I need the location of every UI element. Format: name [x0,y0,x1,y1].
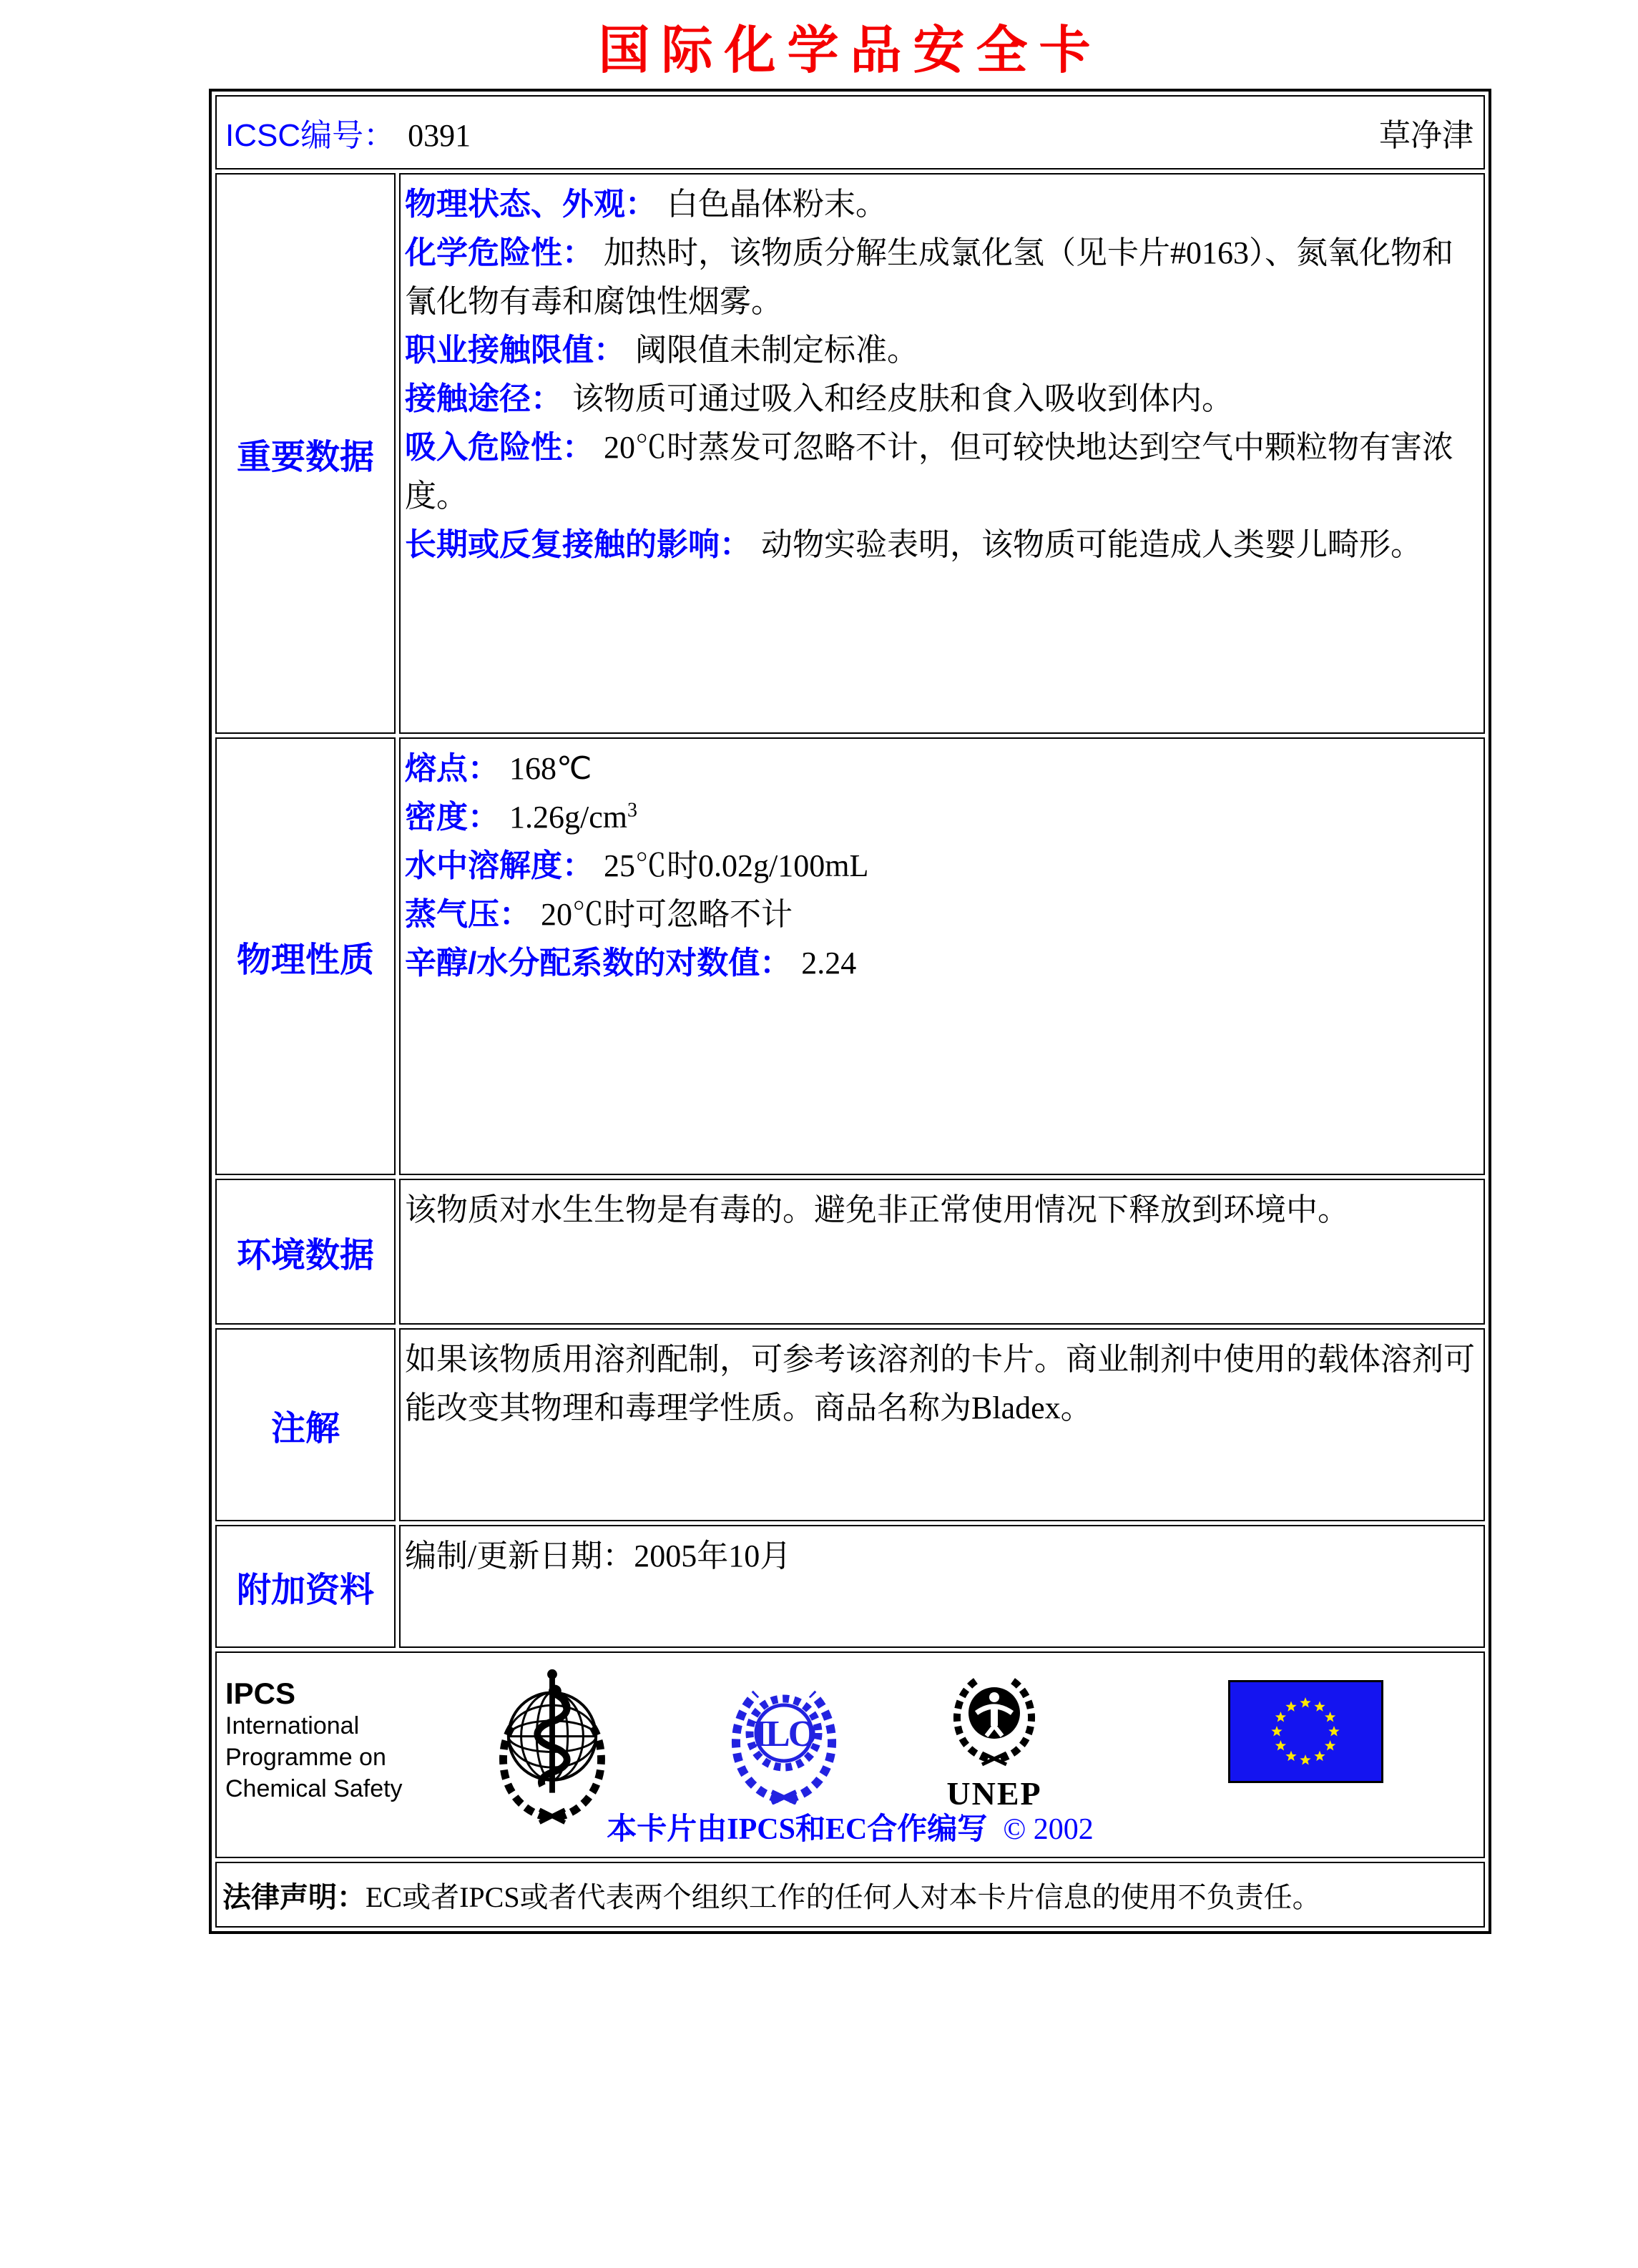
logos-row [215,1651,1485,1858]
item-text: 20℃时蒸发可忽略不计，但可较快地达到空气中颗粒物有害浓度。 [405,430,1453,514]
item-text: 编制/更新日期：2005年10月 [405,1538,792,1574]
data-item [405,229,1476,326]
superscript: 3 [627,799,637,822]
item-label: 职业接触限值： [405,333,625,368]
legal-cell [215,1862,1485,1928]
ipcs-line: International [225,1712,360,1739]
data-item [405,1532,1476,1581]
data-item [405,375,1476,423]
legal-text: EC或者IPCS或者代表两个组织工作的任何人对本卡片信息的使用不负责任。 [366,1880,1321,1913]
additional-info-row [215,1525,1485,1648]
header-bar [217,97,1483,168]
item-label: 接触途径： [405,381,562,416]
section-label-environmental-data: 环境数据 [215,1179,396,1325]
item-text: 如果该物质用溶剂配制，可参考该溶剂的卡片。商业制剂中使用的载体溶剂可能改变其物理和毒理学性质。商品名称为Bladex。 [405,1342,1475,1425]
data-item [405,890,1476,939]
section-label-physical-properties: 物理性质 [215,737,396,1175]
item-label: 水中溶解度： [405,848,594,883]
icsc-number-value: 0391 [408,118,471,153]
section-label-additional-info: 附加资料 [215,1525,396,1648]
eu-flag-icon [1228,1680,1383,1783]
ilo-logo-icon [726,1670,842,1805]
item-text: 2.24 [801,946,857,981]
ipcs-title: IPCS [225,1677,296,1710]
header-row [215,95,1485,170]
icsc-number-group [225,109,471,155]
item-label: 辛醇/水分配系数的对数值： [405,946,792,981]
item-label: 长期或反复接触的影响： [405,527,751,562]
chemical-name: 草净津 [1379,118,1473,153]
ilo-letters: ILO [752,1714,815,1754]
caption-year: © 2002 [1003,1813,1094,1846]
ipcs-line: Programme on [225,1744,386,1771]
data-item [405,423,1476,521]
data-item [405,1335,1476,1433]
who-logo-icon [481,1666,623,1825]
unep-logo-icon [941,1667,1048,1813]
header-cell [215,95,1485,170]
ipcs-line: Chemical Safety [225,1775,403,1802]
environmental-data-content [399,1179,1485,1325]
additional-info-content [399,1525,1485,1648]
data-item [405,745,1476,793]
data-item [405,521,1476,569]
icsc-number-label: ICSC编号： [225,118,396,153]
page-title: 国际化学品安全卡 [598,22,1102,79]
data-item [405,939,1476,988]
item-text: 20℃时可忽略不计 [541,897,793,932]
data-item [405,180,1476,229]
important-data-content [399,173,1485,734]
item-text: 动物实验表明，该物质可能造成人类婴儿畸形。 [761,527,1422,562]
footer-caption [217,1805,1483,1848]
item-text: 该物质可通过吸入和经皮肤和食入吸收到体内。 [572,381,1233,416]
item-label: 熔点： [405,751,499,786]
item-label: 吸入危险性： [405,430,594,465]
legal-line [217,1863,1483,1926]
item-text: 25℃时0.02g/100mL [604,848,869,883]
item-text: 该物质对水生生物是有毒的。避免非正常使用情况下释放到环境中。 [405,1192,1349,1227]
legal-label: 法律声明： [222,1881,366,1913]
item-label: 物理状态、外观： [405,187,657,222]
physical-properties-content [399,737,1485,1175]
icsc-card-table [209,89,1491,1934]
important-data-row [215,173,1485,734]
item-text: 加热时，该物质分解生成氯化氢（见卡片#0163）、氮氧化物和氰化物有毒和腐蚀性烟雾。 [405,235,1453,319]
data-item [405,842,1476,890]
logos-cell [215,1651,1485,1858]
unep-letters: UNEP [946,1775,1042,1812]
caption-text: 本卡片由IPCS和EC合作编写 [607,1813,988,1846]
item-text: 1.26g/cm [509,800,627,835]
item-text: 白色晶体粉末。 [667,187,887,222]
data-item [405,326,1476,375]
environmental-data-row [215,1179,1485,1325]
data-item [405,1186,1476,1234]
legal-row [215,1862,1485,1928]
item-label: 密度： [405,800,499,835]
ipcs-text-block [225,1677,403,1805]
section-label-important-data: 重要数据 [215,173,396,734]
notes-row [215,1328,1485,1521]
item-text: 阈限值未制定标准。 [635,333,918,368]
item-label: 化学危险性： [405,235,594,270]
item-label: 蒸气压： [405,897,531,932]
notes-content [399,1328,1485,1521]
item-text: 168℃ [509,751,592,786]
section-label-notes: 注解 [215,1328,396,1521]
physical-properties-row [215,737,1485,1175]
data-item [405,793,1476,842]
